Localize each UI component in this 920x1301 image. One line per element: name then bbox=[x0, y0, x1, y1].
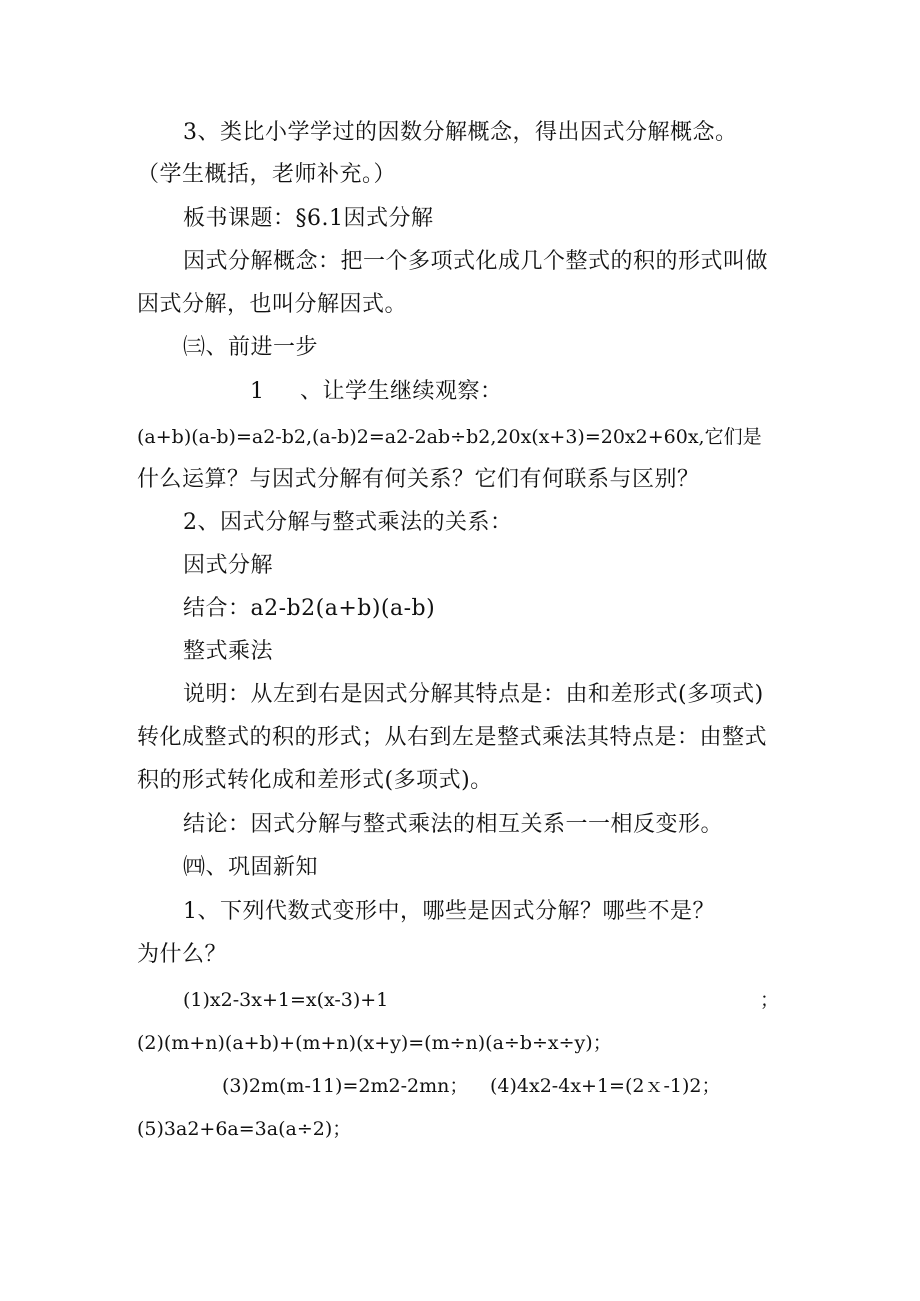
formula-line: (4)4x2-4x+1=(2ｘ-1)2； bbox=[490, 1075, 721, 1097]
punctuation: ； bbox=[760, 989, 780, 1011]
text-line: 什么运算？与因式分解有何关系？它们有何联系与区别？ bbox=[137, 467, 700, 492]
text-line: 转化成整式的积的形式；从右到左是整式乘法其特点是：由整式 bbox=[137, 725, 768, 750]
text-line: 因式分解概念：把一个多项式化成几个整式的积的形式叫做 bbox=[183, 249, 769, 274]
text-line: 整式乘法 bbox=[183, 639, 274, 664]
text-line: 、让学生继续观察： bbox=[300, 379, 503, 404]
text-line: 说明：从左到右是因式分解其特点是：由和差形式(多项式) bbox=[183, 682, 764, 707]
text-line: 1、下列代数式变形中，哪些是因式分解？哪些不是？ bbox=[183, 899, 715, 924]
formula-line: (5)3a2+6a=3a(a÷2)； bbox=[137, 1118, 352, 1140]
formula-line: (2)(m+n)(a+b)+(m+n)(x+y)=(m÷n)(a÷b÷x÷y)； bbox=[137, 1032, 612, 1054]
text-line: 因式分解 bbox=[183, 553, 274, 578]
text-line: 结合：a2-b2(a+b)(a-b) bbox=[183, 596, 436, 621]
section-heading: ㈣、巩固新知 bbox=[183, 855, 319, 880]
formula-line: (3)2m(m-11)=2m2-2mn； bbox=[222, 1075, 469, 1097]
text-line: （学生概括，老师补充。） bbox=[137, 162, 397, 187]
text-line: 为什么？ bbox=[137, 942, 228, 967]
text-line: 2、因式分解与整式乘法的关系： bbox=[183, 510, 513, 535]
formula-line: (a+b)(a-b)=a2-b2,(a-b)2=a2-2ab÷b2,20x(x+3)=20x2+60x,它们是 bbox=[137, 426, 762, 448]
section-heading: ㈢、前进一步 bbox=[183, 335, 319, 360]
formula-line: (1)x2-3x+1=x(x-3)+1 bbox=[183, 989, 389, 1011]
text-line: 3、类比小学学过的因数分解概念，得出因式分解概念。 bbox=[183, 120, 738, 145]
text-line: 结论：因式分解与整式乘法的相互关系一一相反变形。 bbox=[183, 812, 724, 837]
text-line: 板书课题：§6.1因式分解 bbox=[183, 206, 434, 231]
list-number: 1 bbox=[250, 379, 265, 404]
text-line: 积的形式转化成和差形式(多项式)。 bbox=[137, 768, 493, 793]
text-line: 因式分解，也叫分解因式。 bbox=[137, 292, 408, 317]
